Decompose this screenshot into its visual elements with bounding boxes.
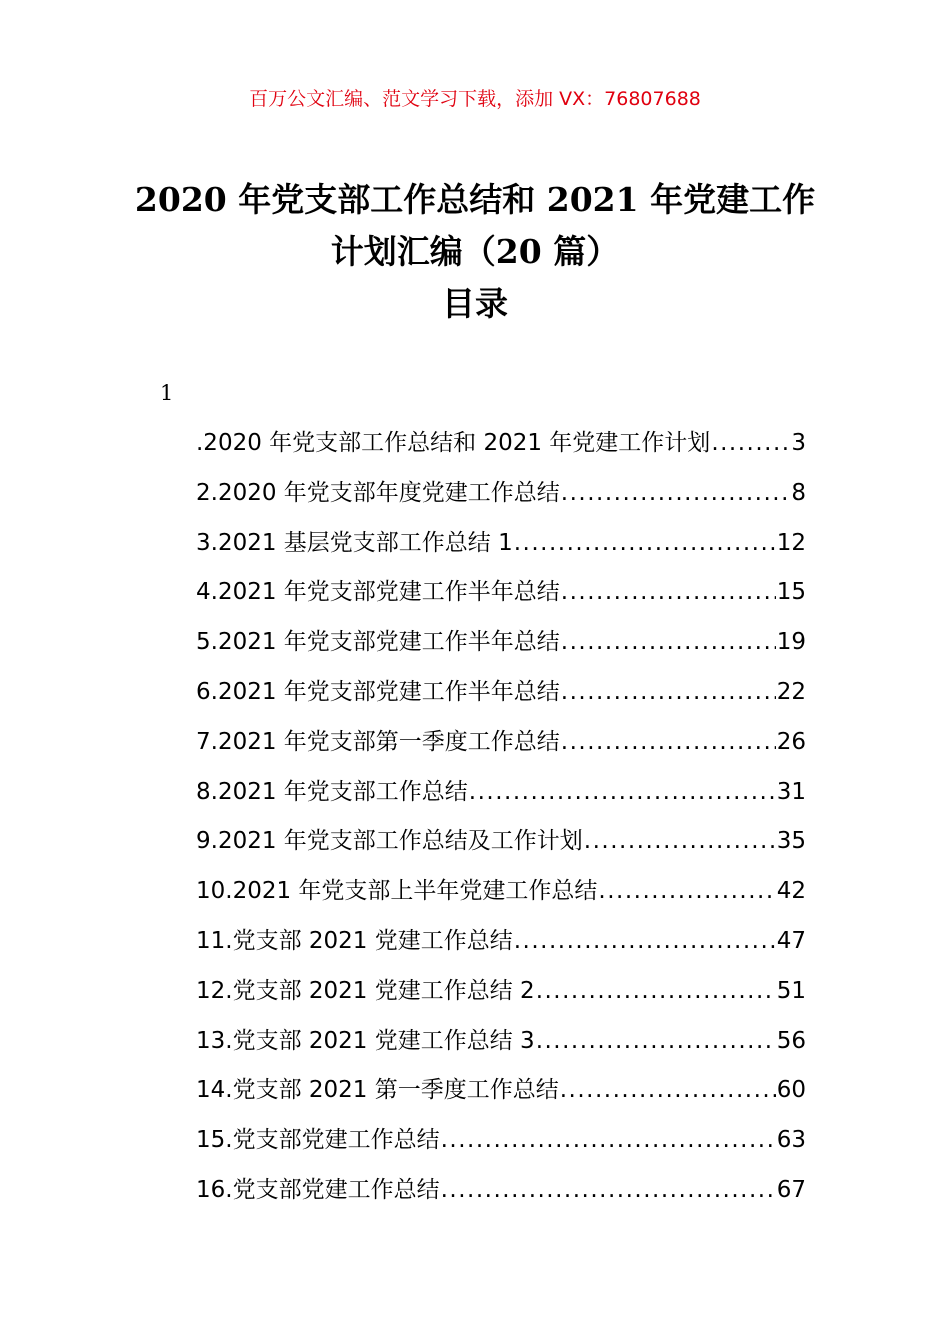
toc-entry[interactable] <box>196 1071 806 1121</box>
toc-dot-leader <box>514 530 776 556</box>
toc-entry-page: 63 <box>776 1127 806 1154</box>
toc-entry-title: 12.党支部 2021 党建工作总结 2 <box>196 977 535 1004</box>
header-note: 百万公文汇编、范文学习下载，添加 VX：76807688 <box>249 88 701 110</box>
toc-entry-title: .2020 年党支部工作总结和 2021 年党建工作计划 <box>196 430 711 456</box>
toc-entry-title: 4.2021 年党支部党建工作半年总结 <box>196 579 560 606</box>
toc-entry-page: 35 <box>776 828 806 855</box>
toc-dot-leader <box>561 629 776 655</box>
toc-entry-title: 5.2021 年党支部党建工作半年总结 <box>196 629 560 656</box>
toc-entry-page: 8 <box>791 479 806 506</box>
toc-dot-leader <box>536 978 776 1004</box>
toc-entry[interactable] <box>196 424 806 474</box>
toc-entry[interactable] <box>196 773 806 823</box>
table-of-contents <box>196 424 806 1221</box>
toc-entry[interactable] <box>196 972 806 1022</box>
toc-dot-leader <box>561 579 776 605</box>
toc-dot-leader <box>561 480 791 506</box>
toc-entry[interactable] <box>196 474 806 524</box>
toc-entry-page: 56 <box>776 1027 806 1054</box>
toc-dot-leader <box>441 1177 776 1203</box>
toc-entry-page: 42 <box>776 878 806 905</box>
document-title-line-1: 2020 年党支部工作总结和 2021 年党建工作 <box>134 180 816 219</box>
toc-entry-title: 6.2021 年党支部党建工作半年总结 <box>196 678 560 705</box>
toc-dot-leader <box>561 679 776 705</box>
toc-entry-title: 11.党支部 2021 党建工作总结 <box>196 927 513 954</box>
toc-dot-leader <box>561 729 776 755</box>
toc-entry[interactable] <box>196 673 806 723</box>
toc-entry[interactable] <box>196 1022 806 1072</box>
toc-entry-title: 7.2021 年党支部第一季度工作总结 <box>196 728 560 755</box>
toc-dot-leader <box>514 928 776 954</box>
toc-dot-leader <box>711 430 790 456</box>
toc-entry-page: 31 <box>776 778 806 805</box>
toc-entry[interactable] <box>196 723 806 773</box>
toc-entry-page: 12 <box>776 529 806 556</box>
toc-entry-page: 15 <box>776 579 806 606</box>
toc-entry[interactable] <box>196 1171 806 1221</box>
toc-entry[interactable] <box>196 623 806 673</box>
toc-heading: 目录 <box>442 284 508 323</box>
toc-entry-title: 8.2021 年党支部工作总结 <box>196 778 468 805</box>
toc-entry-title: 9.2021 年党支部工作总结及工作计划 <box>196 828 583 855</box>
toc-entry-page: 19 <box>776 629 806 656</box>
toc-dot-leader <box>598 878 775 904</box>
toc-entry[interactable] <box>196 922 806 972</box>
toc-entry-page: 67 <box>776 1176 806 1203</box>
toc-dot-leader <box>536 1028 776 1054</box>
toc-entry[interactable] <box>196 1121 806 1171</box>
toc-entry-title: 14.党支部 2021 第一季度工作总结 <box>196 1077 559 1104</box>
document-title-line-2: 计划汇编（20 篇） <box>330 232 620 271</box>
toc-index-marker: 1 <box>160 381 174 405</box>
toc-entry[interactable] <box>196 524 806 574</box>
toc-entry-page: 47 <box>776 927 806 954</box>
toc-entry-page: 26 <box>776 728 806 755</box>
toc-entry-title: 15.党支部党建工作总结 <box>196 1127 440 1154</box>
toc-entry-title: 2.2020 年党支部年度党建工作总结 <box>196 479 560 506</box>
toc-entry-page: 51 <box>776 977 806 1004</box>
toc-dot-leader <box>469 779 776 805</box>
toc-dot-leader <box>441 1127 776 1153</box>
toc-entry[interactable] <box>196 573 806 623</box>
toc-entry-title: 16.党支部党建工作总结 <box>196 1176 440 1203</box>
toc-entry-page: 3 <box>791 430 806 456</box>
toc-dot-leader <box>560 1077 776 1103</box>
toc-entry-title: 13.党支部 2021 党建工作总结 3 <box>196 1027 535 1054</box>
toc-entry[interactable] <box>196 822 806 872</box>
toc-entry-title: 3.2021 基层党支部工作总结 1 <box>196 529 513 556</box>
toc-entry-page: 22 <box>776 678 806 705</box>
toc-entry-title: 10.2021 年党支部上半年党建工作总结 <box>196 878 598 905</box>
toc-entry-page: 60 <box>776 1077 806 1104</box>
toc-dot-leader <box>584 828 776 854</box>
toc-entry[interactable] <box>196 872 806 922</box>
